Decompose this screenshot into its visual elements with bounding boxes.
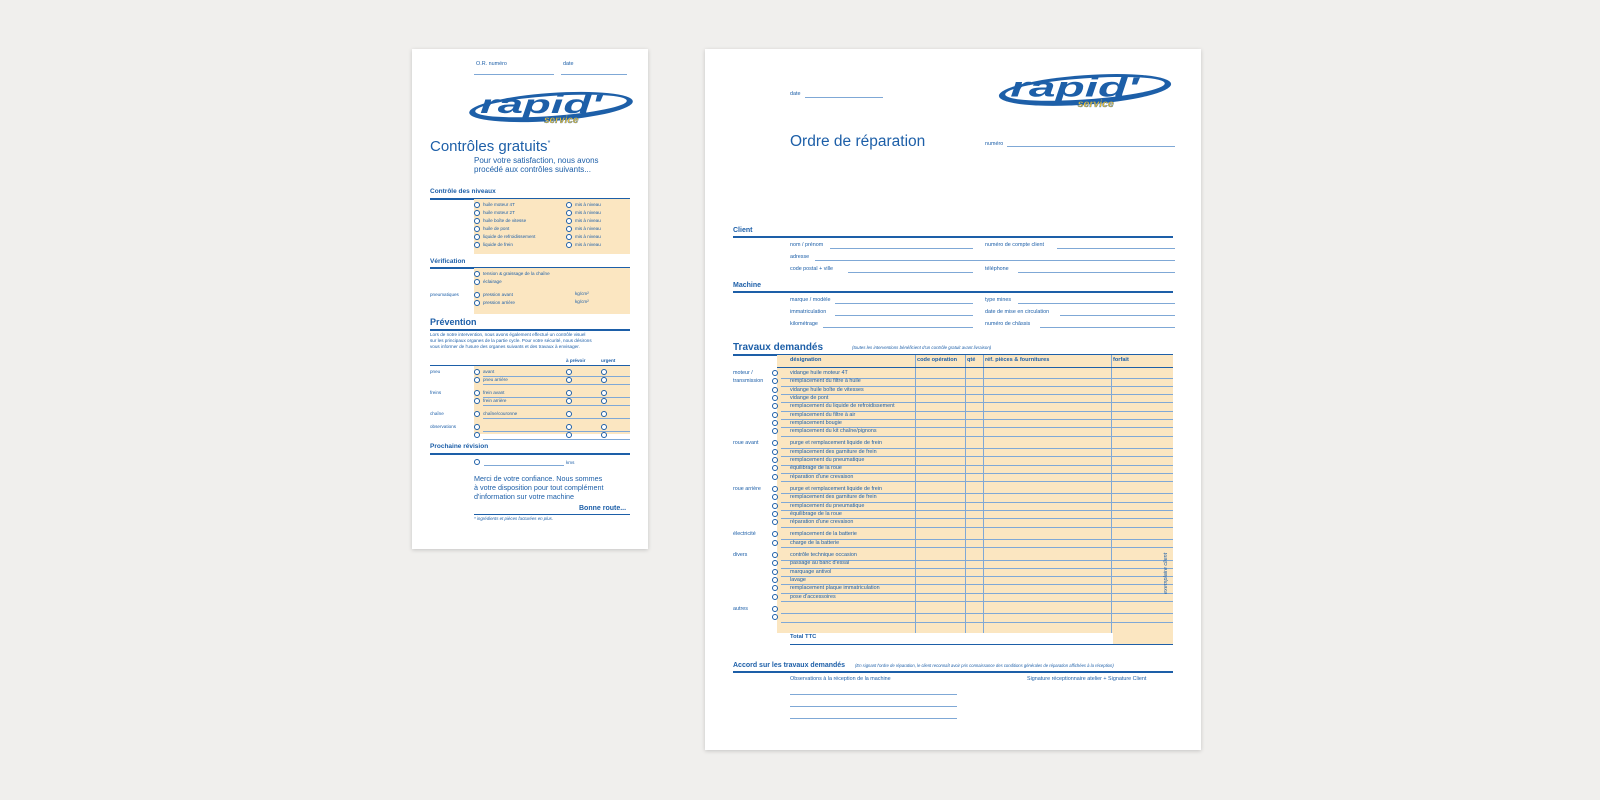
- travaux-item: passage au banc d'essai: [790, 560, 850, 567]
- svg-text:rapid': rapid': [480, 89, 604, 119]
- travaux-group-label: roue avant: [733, 440, 759, 447]
- controles-subtitle-2: procédé aux contrôles suivants...: [474, 165, 591, 174]
- level-item: huile boîte de vitesse: [483, 218, 527, 223]
- travaux-group-label: moteur /: [733, 370, 753, 376]
- prevention-radio[interactable]: [474, 369, 480, 375]
- total-rule: [790, 644, 1173, 645]
- verif-radio-1[interactable]: [474, 271, 480, 277]
- level-status-radio[interactable]: [566, 218, 572, 224]
- tel-line: [1018, 272, 1175, 273]
- thanks-line-3: d'information sur votre machine: [474, 492, 575, 501]
- urgent-radio[interactable]: [601, 432, 607, 438]
- signature-label: Signature réceptionnaire atelier + Signature Client: [1027, 676, 1147, 682]
- travaux-item: purge et remplacement liquide de frein: [790, 440, 882, 447]
- pressure-unit-2: kg/cm²: [575, 299, 589, 304]
- or-numero-label: O.R. numéro: [476, 61, 507, 67]
- level-status-radio[interactable]: [566, 202, 572, 208]
- level-item: huile moteur 4T: [483, 202, 515, 207]
- travaux-item: vidange huile boîte de vitesses: [790, 386, 864, 393]
- accord-heading: Accord sur les travaux demandés: [733, 662, 846, 669]
- client-rule: [733, 236, 1173, 238]
- prevention-text-1: Lors de notre intervention, nous avons également effectué un contrôle visuel: [430, 332, 586, 337]
- travaux-heading: Travaux demandés: [733, 342, 824, 353]
- travaux-radio[interactable]: [772, 387, 778, 393]
- verif-item-2: éclairage: [483, 279, 502, 284]
- prevention-group-label: observations: [430, 424, 457, 429]
- travaux-row-line: [781, 568, 1173, 569]
- revision-km-line: [484, 465, 564, 466]
- thanks-line-1: Merci de votre confiance. Nous sommes: [474, 474, 603, 483]
- level-status: mis à niveau: [575, 242, 601, 247]
- level-status: mis à niveau: [575, 218, 601, 223]
- travaux-row-line: [781, 576, 1173, 577]
- observations-label: Observations à la réception de la machine: [790, 676, 891, 682]
- prevention-row-line: [483, 418, 630, 419]
- travaux-radio[interactable]: [772, 457, 778, 463]
- travaux-group-label: divers: [733, 552, 748, 558]
- level-status-radio[interactable]: [566, 210, 572, 216]
- thanks-line-2: à votre disposition pour tout complément: [474, 483, 604, 492]
- revision-unit: kms: [566, 460, 575, 465]
- type-line: [1018, 303, 1175, 304]
- svg-text:service: service: [1077, 97, 1114, 110]
- tel-label: téléphone: [985, 266, 1009, 272]
- col-prevoir: à prévoir: [566, 358, 586, 363]
- rapid-service-logo-big: [995, 71, 1175, 111]
- prevention-item: chaîne/couronne: [483, 411, 518, 416]
- nom-label: nom / prénom: [790, 242, 824, 248]
- travaux-radio[interactable]: [772, 370, 778, 376]
- travaux-item: charge de la batterie: [790, 539, 840, 546]
- travaux-item: remplacement des garniture de frein: [790, 448, 877, 455]
- prevention-radio[interactable]: [474, 398, 480, 404]
- observations-line-3: [790, 718, 957, 719]
- travaux-row-line: [781, 601, 1173, 602]
- controles-subtitle-1: Pour votre satisfaction, nous avons: [474, 156, 599, 165]
- travaux-radio[interactable]: [772, 511, 778, 517]
- rapid-service-logo: [466, 89, 636, 127]
- level-item: liquide de refroidissement: [483, 234, 536, 239]
- travaux-item: remplacement de la batterie: [790, 531, 857, 538]
- observations-line-2: [790, 706, 957, 707]
- travaux-radio[interactable]: [772, 594, 778, 600]
- travaux-item: remplacement du pneumatique: [790, 502, 865, 509]
- travaux-col-header: réf. pièces & fournitures: [985, 357, 1050, 363]
- travaux-radio[interactable]: [772, 552, 778, 558]
- travaux-row-line: [781, 593, 1173, 594]
- travaux-item: remplacement du pneumatique: [790, 457, 865, 463]
- level-item: liquide de frein: [483, 242, 513, 247]
- urgent-radio[interactable]: [601, 390, 607, 396]
- svg-text:rapid': rapid': [1010, 71, 1142, 103]
- travaux-item: remplacement du filtre à huile: [790, 378, 861, 385]
- travaux-item: contrôle technique occasion: [790, 552, 857, 558]
- prevention-rule: [430, 329, 630, 331]
- prevoir-radio[interactable]: [566, 377, 572, 383]
- level-status: mis à niveau: [575, 234, 601, 239]
- verif-item-1: tension & graissage de la chaîne: [483, 271, 550, 276]
- travaux-item: purge et remplacement liquide de frein: [790, 485, 882, 492]
- travaux-item: remplacement du kit chaîne/pignons: [790, 428, 877, 435]
- marque-label: marque / modèle: [790, 297, 831, 303]
- level-radio[interactable]: [474, 202, 480, 208]
- travaux-row-line: [781, 547, 1173, 548]
- or-numero-line: [474, 74, 554, 75]
- level-item: huile de pont: [483, 226, 510, 231]
- travaux-group-label: transmission: [733, 378, 764, 384]
- marque-line: [835, 303, 973, 304]
- travaux-item: lavage: [790, 576, 806, 583]
- level-radio[interactable]: [474, 226, 480, 232]
- date-mise-label: date de mise en circulation: [985, 309, 1050, 315]
- compte-label: numéro de compte client: [985, 242, 1045, 248]
- small-date-line: [561, 74, 627, 75]
- prevention-text-2: sur les principaux organes de la partie cycle. Pour votre sécurité, nous désirons: [430, 338, 592, 343]
- level-status: mis à niveau: [575, 226, 601, 231]
- km-line: [823, 327, 973, 328]
- prevoir-radio[interactable]: [566, 424, 572, 430]
- level-radio[interactable]: [474, 234, 480, 240]
- adresse-line: [815, 260, 1175, 261]
- numero-line: [1007, 146, 1175, 147]
- prevention-item: frein avant: [483, 390, 505, 395]
- exemplaire-client: exemplaire client: [1163, 552, 1169, 594]
- prevention-group-label: chaîne: [430, 411, 444, 416]
- controles-gratuits-sheet: [412, 49, 648, 549]
- bottom-rule: [474, 514, 630, 515]
- travaux-col-header: désignation: [790, 357, 822, 363]
- prevoir-radio[interactable]: [566, 411, 572, 417]
- level-status-radio[interactable]: [566, 226, 572, 232]
- travaux-radio[interactable]: [772, 503, 778, 509]
- travaux-item: marquage antivol: [790, 568, 832, 575]
- travaux-row-line: [781, 622, 1173, 623]
- nom-line: [830, 248, 973, 249]
- revision-heading: Prochaine révision: [430, 443, 489, 450]
- numero-label: numéro: [985, 141, 1004, 147]
- travaux-row-line: [781, 481, 1173, 482]
- level-status-radio[interactable]: [566, 234, 572, 240]
- pressure-rear: pression arrière: [483, 300, 515, 305]
- small-date-label: date: [563, 61, 574, 67]
- type-label: type mines: [985, 297, 1012, 303]
- travaux-radio[interactable]: [772, 540, 778, 546]
- travaux-item: pose d'accessoires: [790, 593, 836, 600]
- prevention-group-label: freins: [430, 390, 442, 395]
- prevention-item: frein arrière: [483, 398, 507, 403]
- level-radio[interactable]: [474, 242, 480, 248]
- observations-line-1: [790, 694, 957, 695]
- adresse-label: adresse: [790, 254, 810, 260]
- travaux-radio[interactable]: [772, 395, 778, 401]
- immat-label: immatriculation: [790, 309, 827, 315]
- travaux-radio[interactable]: [772, 486, 778, 492]
- prevention-item: avant: [483, 369, 495, 374]
- prevention-row-line: [483, 431, 630, 432]
- travaux-row-line: [781, 394, 1173, 395]
- travaux-item: remplacement plaque immatriculation: [790, 585, 880, 592]
- travaux-note: (toutes les interventions bénéficient d'un contrôle gratuit avant livraison): [852, 345, 992, 350]
- travaux-col-header: code opération: [917, 357, 958, 363]
- prevoir-radio[interactable]: [566, 398, 572, 404]
- prevoir-radio[interactable]: [566, 369, 572, 375]
- prevention-radio[interactable]: [474, 411, 480, 417]
- ordre-reparation-sheet: [705, 49, 1201, 750]
- prevention-row-line: [483, 405, 630, 406]
- client-heading: Client: [733, 227, 753, 234]
- travaux-row-line: [781, 527, 1173, 528]
- urgent-radio[interactable]: [601, 369, 607, 375]
- travaux-item: remplacement du liquide de refroidissement: [790, 403, 895, 410]
- accord-rule: [733, 671, 1173, 673]
- level-item: huile moteur 2T: [483, 210, 515, 215]
- prevention-heading: Prévention: [430, 317, 477, 327]
- travaux-radio[interactable]: [772, 474, 778, 480]
- revision-radio[interactable]: [474, 459, 480, 465]
- machine-rule: [733, 291, 1173, 293]
- controles-title: Contrôles gratuits*: [430, 138, 551, 155]
- level-radio[interactable]: [474, 218, 480, 224]
- cp-label: code postal + ville: [790, 266, 834, 272]
- prevention-radio[interactable]: [474, 432, 480, 438]
- footnote: * ingrédients et pièces facturées en plus.: [474, 516, 554, 521]
- travaux-item: réparation d'une crevaison: [790, 473, 854, 480]
- levels-heading: Contrôle des niveaux: [430, 188, 496, 195]
- chassis-label: numéro de châssis: [985, 321, 1031, 327]
- travaux-group-label: autres: [733, 605, 748, 612]
- accord-note: (En signant l'ordre de réparation, le client reconnaît avoir pris connaissance des conditions générales de réparation affichées à la réception): [855, 663, 1114, 668]
- travaux-radio[interactable]: [772, 412, 778, 418]
- travaux-col-header: qté: [967, 357, 976, 363]
- machine-heading: Machine: [733, 282, 762, 289]
- travaux-group-label: électricité: [733, 531, 756, 538]
- prevention-text-3: vous informer de l'usure des organes suivants et des travaux à envisager.: [430, 344, 580, 349]
- date-mise-line: [1060, 315, 1175, 316]
- bonne-route: Bonne route...: [579, 505, 627, 512]
- level-status: mis à niveau: [575, 210, 601, 215]
- prevention-group-label: pneu: [430, 369, 441, 374]
- km-label: kilométrage: [790, 321, 818, 327]
- travaux-header-line: [777, 367, 1173, 368]
- prevention-radio[interactable]: [474, 424, 480, 430]
- travaux-item: réparation d'une crevaison: [790, 519, 854, 526]
- revision-rule: [430, 453, 630, 455]
- travaux-item: équilibrage de la roue: [790, 510, 842, 517]
- travaux-radio[interactable]: [772, 569, 778, 575]
- prevention-row-line: [483, 384, 630, 385]
- big-date-label: date: [790, 91, 801, 97]
- pressure-unit-1: kg/cm²: [575, 291, 589, 296]
- immat-line: [835, 315, 973, 316]
- level-status-radio[interactable]: [566, 242, 572, 248]
- travaux-item: vidange de pont: [790, 394, 829, 401]
- pressure-radio-2[interactable]: [474, 300, 480, 306]
- pressure-front: pression avant: [483, 292, 513, 297]
- urgent-radio[interactable]: [601, 398, 607, 404]
- travaux-item: équilibrage de la roue: [790, 465, 842, 472]
- travaux-item: remplacement bougie: [790, 419, 842, 426]
- prevoir-radio[interactable]: [566, 390, 572, 396]
- travaux-radio[interactable]: [772, 577, 778, 583]
- pneumatiques-label: pneumatiques: [430, 292, 459, 297]
- travaux-radio[interactable]: [772, 449, 778, 455]
- col-urgent: urgent: [601, 358, 616, 363]
- prevention-item: pneu arrière: [483, 377, 508, 382]
- travaux-radio[interactable]: [772, 420, 778, 426]
- urgent-radio[interactable]: [601, 411, 607, 417]
- chassis-line: [1040, 327, 1175, 328]
- urgent-radio[interactable]: [601, 377, 607, 383]
- travaux-row-line: [781, 436, 1173, 437]
- level-radio[interactable]: [474, 210, 480, 216]
- travaux-radio[interactable]: [772, 606, 778, 612]
- urgent-radio[interactable]: [601, 424, 607, 430]
- travaux-row-line: [781, 539, 1173, 540]
- total-ttc: Total TTC: [790, 634, 817, 640]
- travaux-item: remplacement du filtre à air: [790, 411, 856, 418]
- ordre-title: Ordre de réparation: [790, 133, 926, 150]
- compte-line: [1057, 248, 1175, 249]
- level-status: mis à niveau: [575, 202, 601, 207]
- cp-line: [848, 272, 973, 273]
- pressure-radio-1[interactable]: [474, 292, 480, 298]
- big-date-line: [805, 97, 883, 98]
- travaux-group-label: roue arrière: [733, 485, 761, 492]
- prevention-radio[interactable]: [474, 390, 480, 396]
- verification-heading: Vérification: [430, 258, 466, 265]
- prevoir-radio[interactable]: [566, 432, 572, 438]
- svg-text:service: service: [544, 115, 579, 126]
- verif-radio-2[interactable]: [474, 279, 480, 285]
- prevention-row-line: [483, 439, 630, 440]
- travaux-item: remplacement des garniture de frein: [790, 494, 877, 501]
- travaux-item: vidange huile moteur 4T: [790, 370, 848, 376]
- prevention-radio[interactable]: [474, 377, 480, 383]
- travaux-col-header: forfait: [1113, 357, 1129, 363]
- travaux-row-line: [781, 613, 1173, 614]
